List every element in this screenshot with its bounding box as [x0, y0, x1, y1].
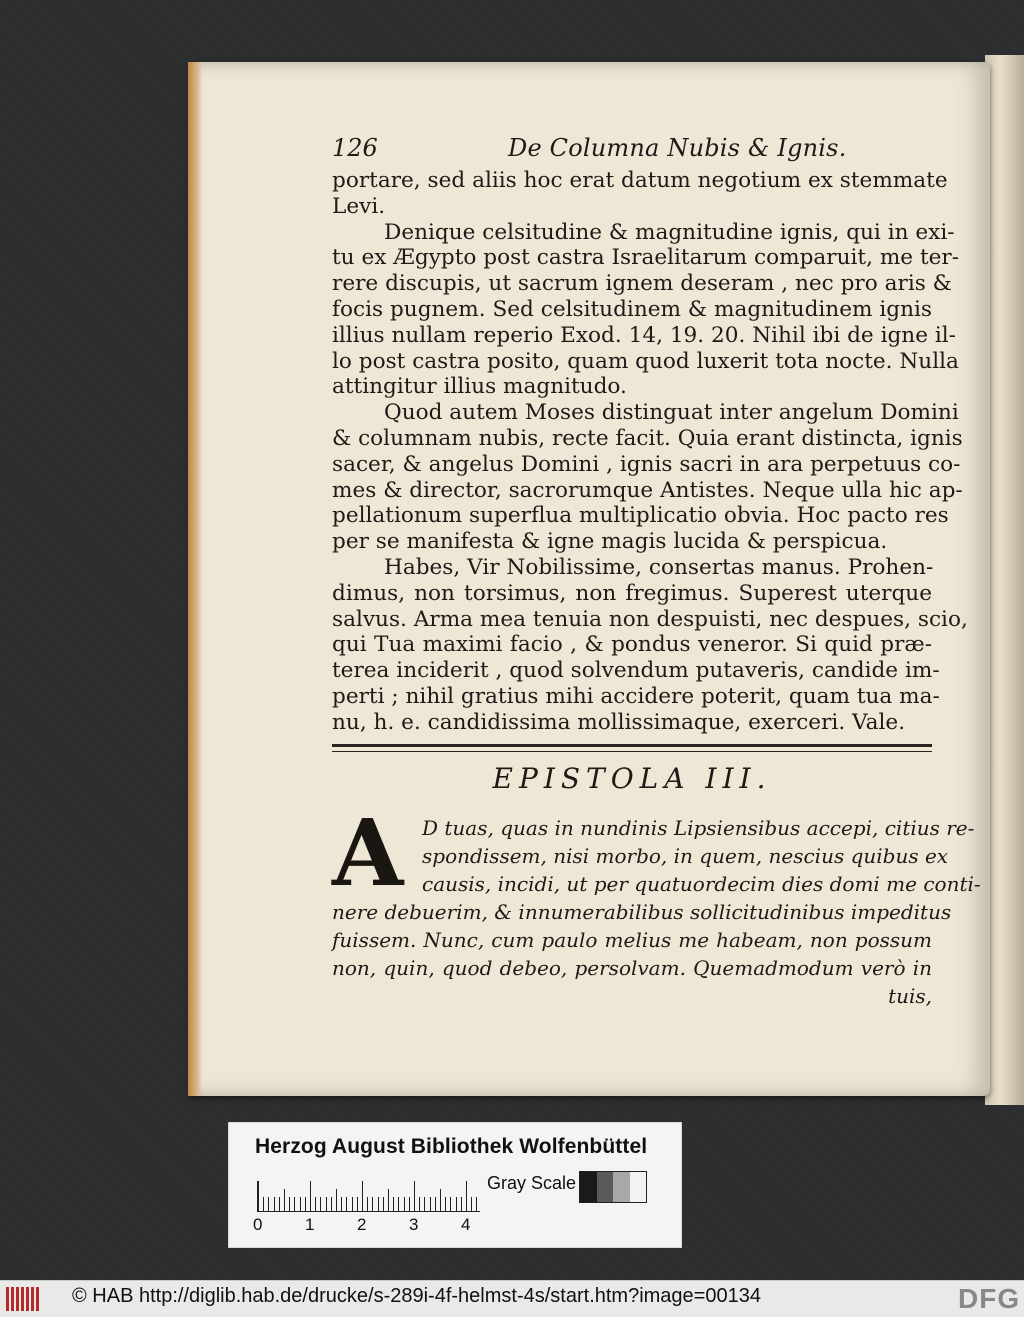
copyright-url[interactable]: © HAB http://diglib.hab.de/drucke/s-289i-4f-helmst-4s/start.htm?image=00134 [72, 1285, 761, 1307]
ruler-tick [279, 1197, 280, 1211]
barcode-icon [6, 1287, 44, 1311]
text-line: & columnam nubis, recte facit. Quia erant distincta, ignis [332, 425, 963, 451]
ruler-tick [294, 1197, 295, 1211]
ruler-tick [476, 1197, 477, 1211]
ruler-tick [456, 1197, 457, 1211]
running-head [332, 132, 932, 168]
ruler-tick [388, 1189, 389, 1211]
letter-line: nere debuerim, & innumerabilibus sollicitudinibus impeditus [332, 900, 952, 924]
ruler-tick [367, 1197, 368, 1211]
ruler-tick [393, 1197, 394, 1211]
ruler-tick [372, 1197, 373, 1211]
ruler-number: 3 [409, 1215, 419, 1234]
ruler-tick [274, 1197, 275, 1211]
dropcap-initial: A [332, 799, 404, 907]
ruler-tick [471, 1197, 472, 1211]
text-line: Quod autem Moses distinguat inter angelum Domini [384, 400, 959, 426]
gray-swatch [630, 1172, 647, 1202]
paragraph [332, 219, 960, 401]
text-line: attingitur illius magnitudo. [332, 374, 627, 400]
ruler-tick [320, 1197, 321, 1211]
gray-swatch [613, 1172, 630, 1202]
epistola-heading: EPISTOLA III. [492, 762, 772, 795]
text-line: nu, h. e. candidissima mollissimaque, exerceri. Vale. [332, 709, 906, 735]
footer-bar [0, 1280, 1024, 1317]
ruler-tick [284, 1189, 285, 1211]
text-line: illius nullam reperio Exod. 14, 19. 20. Nihil ibi de igne il- [332, 322, 956, 348]
page-gutter-edge [188, 62, 202, 1096]
text-line: Denique celsitudine & magnitudine ignis, qui in exi- [384, 219, 955, 245]
page-number: 126 [332, 134, 378, 162]
ruler-number: 0 [253, 1215, 263, 1234]
ruler-number: 1 [305, 1215, 315, 1234]
letter-body [332, 799, 981, 1010]
ruler-tick [258, 1181, 259, 1211]
ruler-tick [346, 1197, 347, 1211]
ruler-tick [383, 1197, 384, 1211]
letter-line: non, quin, quod debeo, persolvam. Quemadmodum verò in [332, 956, 932, 980]
body-paragraphs [332, 168, 968, 736]
text-line: dimus, non torsimus, non fregimus. Superest uterque [332, 580, 932, 606]
dfg-logo: DFG [958, 1283, 1021, 1314]
ruler-tick [466, 1181, 467, 1211]
ruler-tick [440, 1189, 441, 1211]
ruler-tick [378, 1197, 379, 1211]
text-line: portare, sed aliis hoc erat datum negotium ex stemmate [332, 168, 948, 193]
ruler-tick [435, 1197, 436, 1211]
ruler-tick [404, 1197, 405, 1211]
ruler-tick [419, 1197, 420, 1211]
section-rule-thick [332, 744, 932, 747]
ruler-tick [445, 1197, 446, 1211]
text-line: terea inciderit , quod solvendum putaveris, candide im- [332, 658, 940, 684]
ruler-tick [300, 1197, 301, 1211]
gray-swatch [580, 1172, 597, 1202]
ruler-tick [310, 1181, 311, 1211]
gray-scale-swatches [579, 1171, 647, 1203]
paragraph [332, 554, 968, 736]
ruler-tick [341, 1197, 342, 1211]
text-line: Levi. [332, 193, 386, 219]
letter-line: D tuas, quas in nundinis Lipsiensibus accepi, citius re- [422, 816, 975, 840]
page-text [332, 132, 968, 736]
gray-swatch [597, 1172, 614, 1202]
text-line: perti ; nihil gratius mihi accidere poterit, quam tua ma- [332, 683, 940, 709]
text-line: sacer, & angelus Domini , ignis sacri in ara perpetuus co- [332, 451, 961, 477]
ruler-tick [289, 1197, 290, 1211]
library-name: Herzog August Bibliothek Wolfenbüttel [255, 1135, 648, 1158]
text-line: pellationum superflua multiplicatio obvia. Hoc pacto res [332, 503, 949, 529]
text-line: mes & director, sacrorumque Antistes. Neque ulla hic ap- [332, 477, 963, 503]
letter-line: causis, incidi, ut per quatuordecim dies domi me conti- [422, 872, 981, 896]
running-title: De Columna Nubis & Ignis. [508, 134, 847, 162]
text-line: salvus. Arma mea tenuia non despuisti, nec despues, scio, [332, 606, 968, 632]
letter-line: spondissem, nisi morbo, in quem, nescius quibus ex [422, 844, 949, 868]
ruler-number: 4 [461, 1215, 471, 1234]
ruler-tick [315, 1197, 316, 1211]
cm-ruler [257, 1181, 480, 1212]
text-line: lo post castra posito, quam quod luxerit tota nocte. Nulla [332, 348, 959, 374]
text-line: per se manifesta & igne magis lucida & perspicua. [332, 529, 888, 555]
ruler-tick [326, 1197, 327, 1211]
ruler-tick [461, 1197, 462, 1211]
ruler-tick [268, 1197, 269, 1211]
letter-lines [332, 799, 981, 982]
ruler-tick [305, 1197, 306, 1211]
ruler-tick [424, 1197, 425, 1211]
section-rule-thin [332, 751, 932, 752]
text-line: qui Tua maximi facio , & pondus veneror. Si quid præ- [332, 632, 932, 658]
text-line: focis pugnem. Sed celsitudinem & magnitudinem ignis [332, 296, 932, 322]
ruler-tick [336, 1189, 337, 1211]
catchword: tuis, [888, 984, 932, 1008]
text-line: rere discupis, ut sacrum ignem deseram , nec pro aris & [332, 271, 952, 297]
ruler-tick [362, 1181, 363, 1211]
ruler-tick [331, 1197, 332, 1211]
ruler-tick [352, 1197, 353, 1211]
ruler-tick [263, 1197, 264, 1211]
gray-scale-label: Gray Scale [487, 1173, 577, 1193]
ruler-tick [430, 1197, 431, 1211]
letter-line: fuissem. Nunc, cum paulo melius me habeam, non possum [332, 928, 932, 952]
facing-page-edge [985, 55, 1024, 1105]
paragraph [332, 168, 948, 220]
ruler-tick [357, 1197, 358, 1211]
library-label-card [228, 1122, 682, 1248]
text-line: Habes, Vir Nobilissime, consertas manus. Prohen- [384, 554, 934, 580]
ruler-tick [398, 1197, 399, 1211]
text-line: tu ex Ægypto post castra Israelitarum comparuit, me ter- [332, 245, 960, 271]
ruler-tick [409, 1197, 410, 1211]
paragraph [332, 400, 963, 555]
ruler-number: 2 [357, 1215, 367, 1234]
ruler-tick [414, 1181, 415, 1211]
ruler-tick [450, 1197, 451, 1211]
